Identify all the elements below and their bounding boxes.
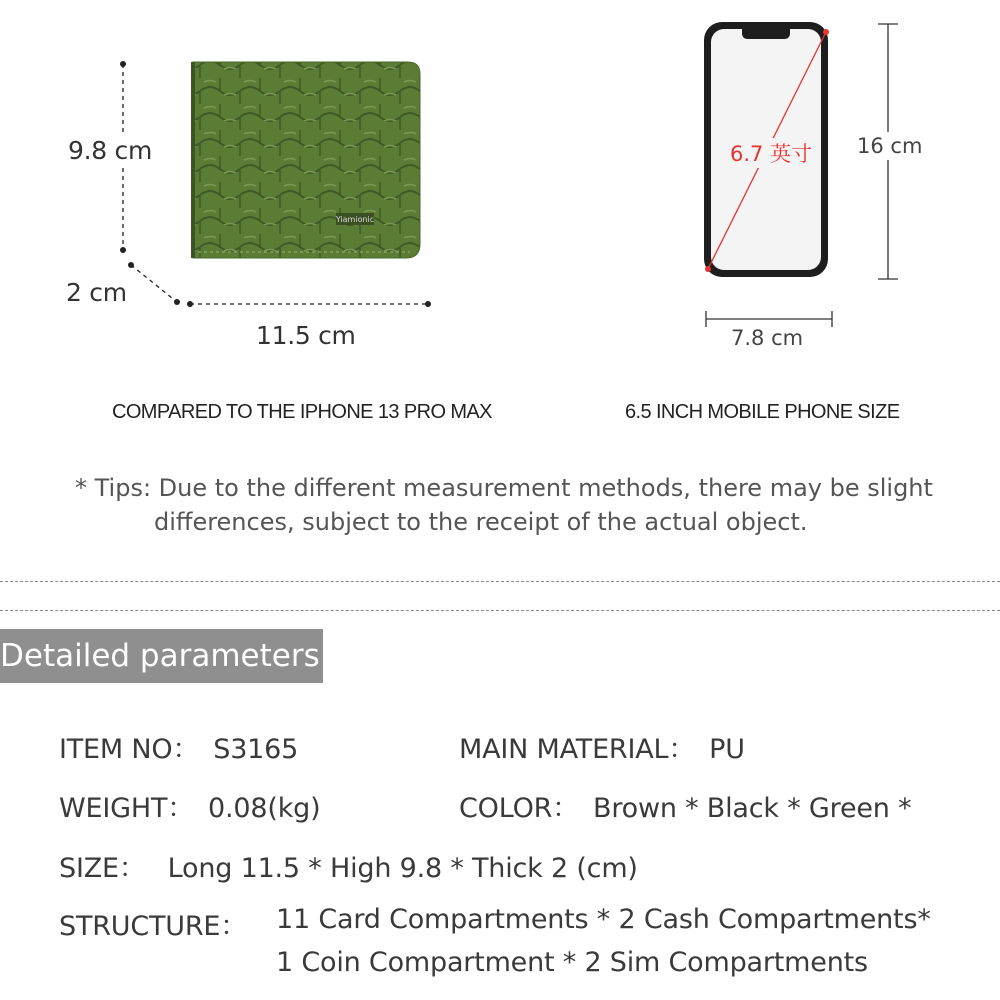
param-weight: [59, 786, 320, 825]
param-weight-label: WEIGHT：: [59, 793, 195, 824]
wallet-caption: COMPARED TO THE IPHONE 13 PRO MAX: [112, 401, 492, 423]
wallet-height-label: 9.8 cm: [68, 136, 153, 165]
phone-diagonal-label: 6.7 英寸: [728, 138, 814, 168]
phone-width-label: 7.8 cm: [731, 326, 804, 350]
param-main-material: [459, 727, 745, 766]
divider-bottom: [0, 610, 1000, 611]
param-color: [459, 786, 911, 825]
param-size-label: SIZE：: [59, 853, 146, 884]
param-structure-value-line-1: 11 Card Compartments * 2 Cash Compartments*: [276, 904, 931, 935]
phone-width-dimension-line: [706, 311, 832, 327]
phone-height-label: 16 cm: [857, 134, 923, 158]
phone-notch: [742, 29, 790, 39]
param-item-no-value: S3165: [213, 734, 299, 765]
param-weight-value: 0.08(kg): [208, 793, 321, 824]
section-title: Detailed parameters: [0, 629, 323, 683]
brand-text: Yiamionic: [335, 215, 375, 224]
phone-caption: 6.5 INCH MOBILE PHONE SIZE: [625, 401, 900, 423]
wallet-image: [193, 62, 420, 258]
param-main-material-label: MAIN MATERIAL：: [459, 734, 696, 765]
param-color-value: Brown * Black * Green *: [593, 793, 912, 824]
width-dimension-line: [187, 301, 431, 307]
param-main-material-value: PU: [709, 734, 745, 765]
param-structure-value-line-2: 1 Coin Compartment * 2 Sim Compartments: [276, 947, 868, 978]
param-item-no: [59, 727, 298, 766]
param-size-value: Long 11.5 * High 9.8 * Thick 2 (cm): [167, 853, 638, 884]
wallet-thickness-label: 2 cm: [66, 278, 127, 307]
tips-line-1: * Tips: Due to the different measurement methods, there may be slight: [75, 474, 933, 502]
param-color-label: COLOR：: [459, 793, 579, 824]
wallet-width-label: 11.5 cm: [256, 321, 356, 350]
thickness-dimension-line: [128, 262, 180, 305]
param-structure-label: STRUCTURE：: [59, 911, 248, 942]
param-item-no-label: ITEM NO：: [59, 734, 200, 765]
param-size: [59, 846, 638, 885]
phone-dimension-diagram: [680, 0, 940, 360]
divider-top: [0, 581, 1000, 582]
tips-line-2: differences, subject to the receipt of the actual object.: [154, 508, 808, 536]
